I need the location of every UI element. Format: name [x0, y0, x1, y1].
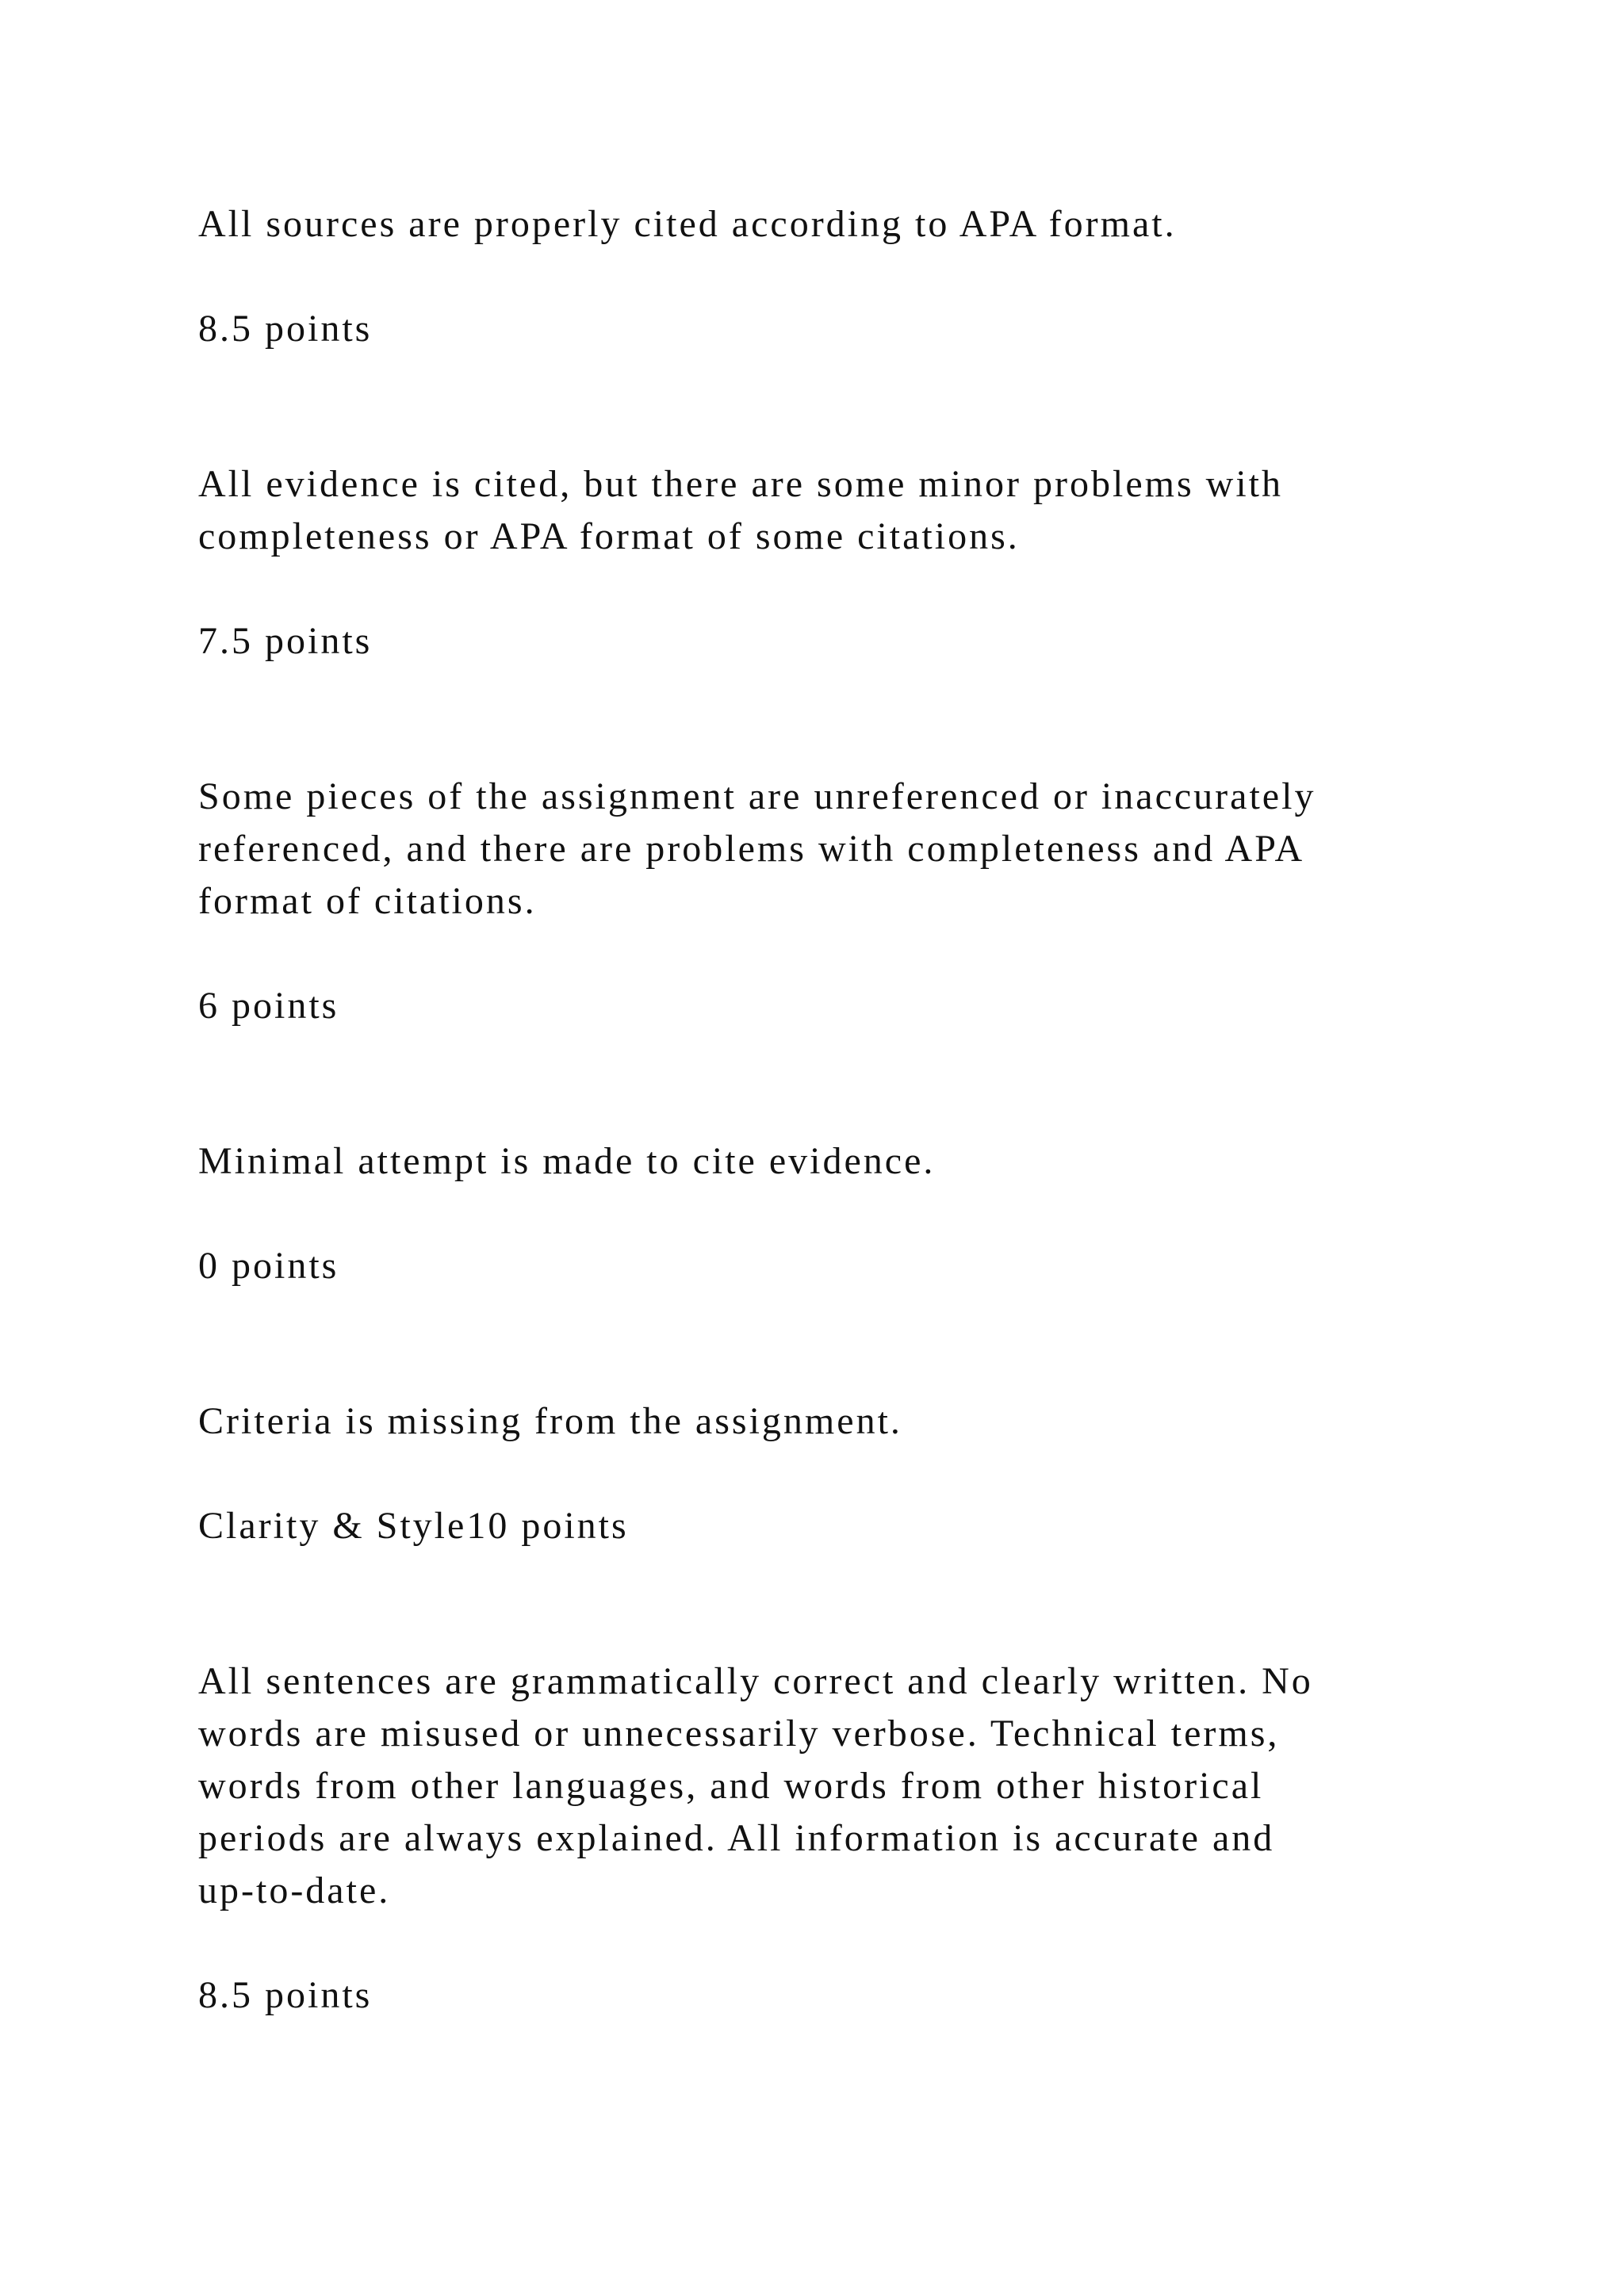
text-line: referenced, and there are problems with completeness and APA: [198, 828, 1305, 870]
points-line: 8.5 points: [198, 1974, 373, 2016]
text-line: format of citations.: [198, 880, 537, 922]
points-line: 0 points: [198, 1245, 339, 1287]
text-line: All sentences are grammatically correct and clearly written. No: [198, 1660, 1313, 1702]
text-line: words are misused or unnecessarily verbose. Technical terms,: [198, 1712, 1280, 1755]
points-line: 6 points: [198, 985, 339, 1027]
section-heading: Clarity & Style10 points: [198, 1505, 629, 1547]
text-line: completeness or APA format of some citations.: [198, 515, 1020, 557]
text-line: All evidence is cited, but there are some minor problems with: [198, 463, 1283, 505]
text-line: words from other languages, and words from other historical: [198, 1765, 1264, 1807]
text-line: Some pieces of the assignment are unreferenced or inaccurately: [198, 775, 1316, 817]
text-line: up-to-date.: [198, 1869, 391, 1911]
text-line: Criteria is missing from the assignment.: [198, 1400, 902, 1442]
text-line: periods are always explained. All information is accurate and: [198, 1817, 1275, 1859]
text-line: Minimal attempt is made to cite evidence.: [198, 1140, 936, 1182]
points-line: 8.5 points: [198, 308, 373, 350]
text-line: All sources are properly cited according to APA format.: [198, 203, 1177, 245]
points-line: 7.5 points: [198, 620, 373, 662]
